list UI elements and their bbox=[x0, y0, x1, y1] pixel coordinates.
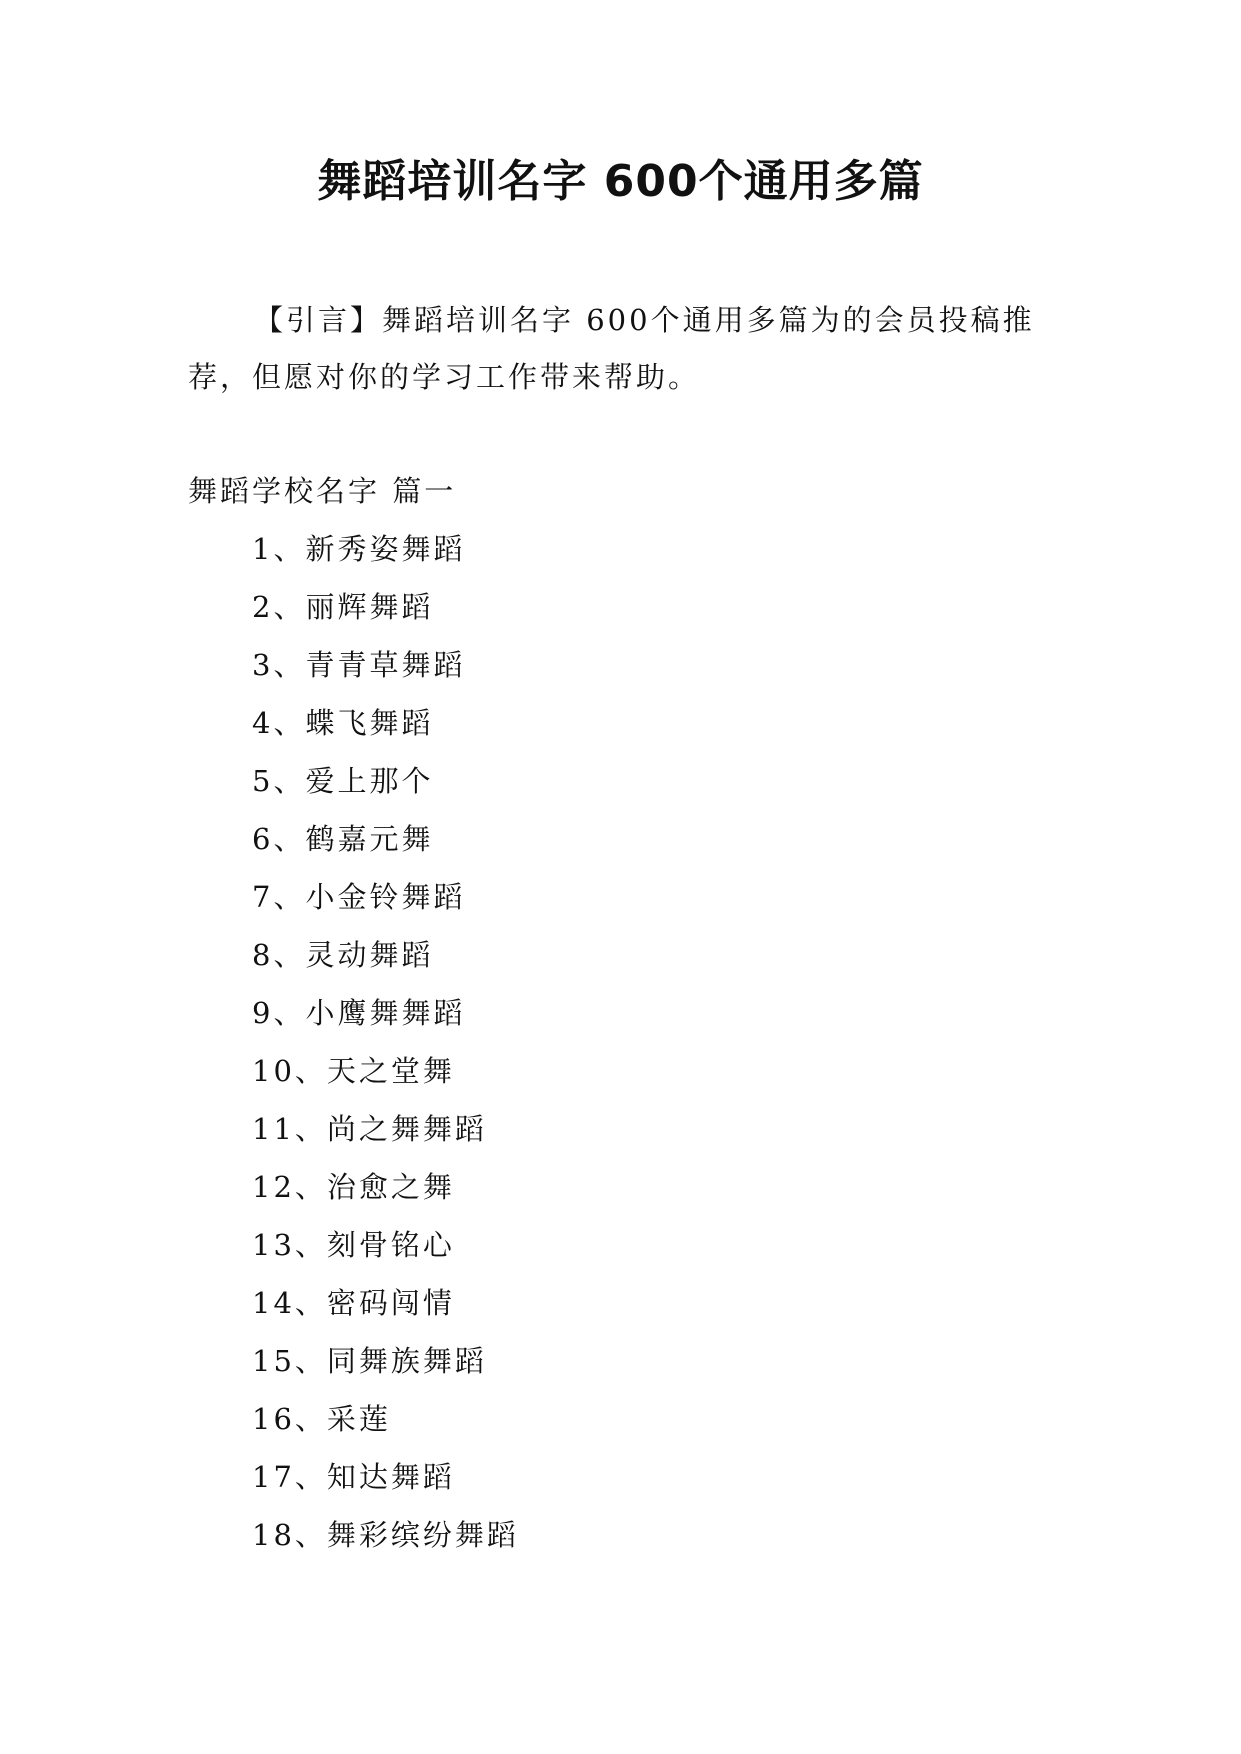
intro-paragraph: 【引言】舞蹈培训名字 600个通用多篇为的会员投稿推荐，但愿对你的学习工作带来帮助。 bbox=[188, 303, 1035, 394]
list-item: 12、治愈之舞 bbox=[252, 1170, 455, 1204]
document-title: 舞蹈培训名字 600个通用多篇 bbox=[317, 156, 924, 207]
name-list bbox=[252, 520, 519, 1564]
list-item: 11、尚之舞舞蹈 bbox=[252, 1112, 487, 1146]
list-item: 9、小鹰舞舞蹈 bbox=[252, 996, 466, 1030]
list-item: 4、蝶飞舞蹈 bbox=[252, 706, 434, 740]
list-item: 15、同舞族舞蹈 bbox=[252, 1344, 487, 1378]
list-item: 2、丽辉舞蹈 bbox=[252, 590, 434, 624]
list-item: 14、密码闯情 bbox=[252, 1286, 455, 1320]
list-item: 6、鹤嘉元舞 bbox=[252, 822, 434, 856]
list-item: 18、舞彩缤纷舞蹈 bbox=[252, 1518, 519, 1552]
list-item: 5、爱上那个 bbox=[252, 764, 434, 798]
list-item: 17、知达舞蹈 bbox=[252, 1460, 455, 1494]
list-item: 10、天之堂舞 bbox=[252, 1054, 455, 1088]
list-item: 8、灵动舞蹈 bbox=[252, 938, 434, 972]
section-heading: 舞蹈学校名字 篇一 bbox=[188, 474, 457, 508]
list-item: 16、采莲 bbox=[252, 1402, 391, 1436]
list-item: 1、新秀姿舞蹈 bbox=[252, 532, 466, 566]
list-item: 13、刻骨铭心 bbox=[252, 1228, 455, 1262]
list-item: 3、青青草舞蹈 bbox=[252, 648, 466, 682]
list-item: 7、小金铃舞蹈 bbox=[252, 880, 466, 914]
